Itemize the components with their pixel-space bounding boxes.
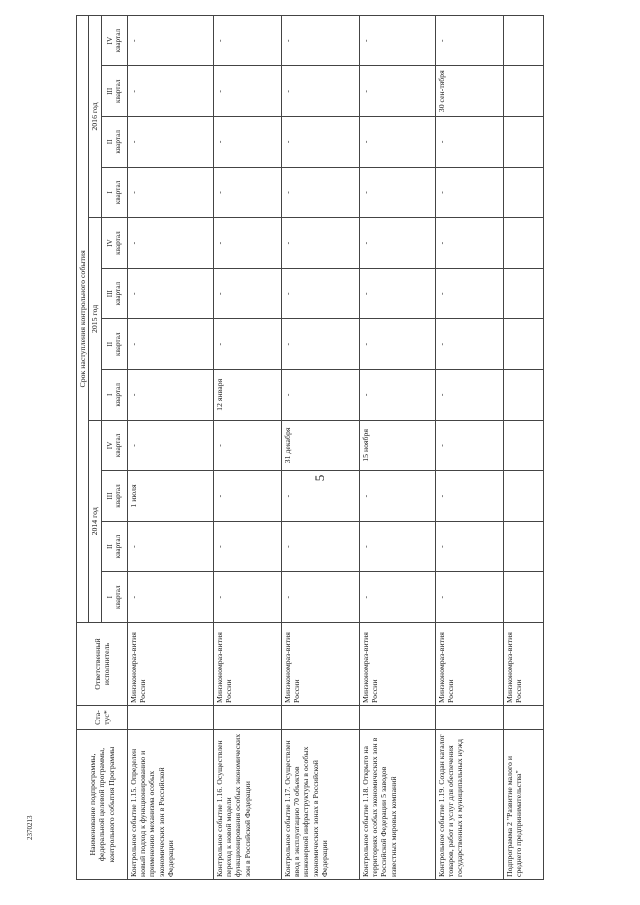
deadline-cell: -	[359, 218, 435, 269]
quarter-header	[101, 420, 127, 471]
event-executor: Минэкономраз-вития России	[359, 623, 435, 706]
quarter-header	[101, 268, 127, 319]
deadline-cell: -	[127, 66, 213, 117]
quarter-header	[101, 167, 127, 218]
quarter-header	[101, 15, 127, 66]
deadline-cell: -	[281, 167, 359, 218]
deadline-cell: -	[281, 572, 359, 623]
deadline-cell	[503, 268, 543, 319]
quarter-header	[101, 521, 127, 572]
quarter-word: квартал	[114, 534, 123, 559]
deadline-cell: -	[127, 521, 213, 572]
table-row	[503, 15, 543, 879]
deadline-cell	[503, 218, 543, 269]
deadline-cell: -	[213, 319, 281, 370]
deadline-cell	[503, 572, 543, 623]
event-name: Контрольное событие 1.17. Осуществлен ввод в эксплуатацию 70 объектов инженерной инфраструктуры в особых экономических зонах в Российской Федерации	[281, 730, 359, 880]
quarter-number: III	[105, 492, 114, 500]
year-header-2014: 2014 год	[89, 420, 101, 622]
deadline-cell: -	[127, 319, 213, 370]
table-row	[281, 15, 359, 879]
deadline-cell: 12 января	[213, 370, 281, 421]
deadline-cell: -	[359, 268, 435, 319]
quarter-header	[101, 370, 127, 421]
deadline-cell: -	[213, 471, 281, 522]
event-executor: Минэкономраз-вития России	[213, 623, 281, 706]
deadline-cell: -	[359, 117, 435, 168]
deadline-cell: -	[127, 167, 213, 218]
event-name: Контрольное событие 1.15. Определен новый подход к функционированию и применению механизма особых экономических зон в Российской Федерации	[127, 730, 213, 880]
deadline-cell: -	[359, 370, 435, 421]
deadline-cell: -	[281, 218, 359, 269]
quarter-number: IV	[105, 36, 114, 45]
table-body	[127, 15, 543, 879]
quarter-header	[101, 117, 127, 168]
event-status	[435, 706, 503, 730]
event-executor: Минэкономраз-вития России	[281, 623, 359, 706]
year-header-2015: 2015 год	[89, 218, 101, 420]
event-executor: Минэкономраз-вития России	[127, 623, 213, 706]
event-executor: Минэкономраз-вития России	[503, 623, 543, 706]
deadline-cell	[503, 521, 543, 572]
deadline-cell: -	[281, 521, 359, 572]
quarter-number: III	[105, 87, 114, 95]
deadline-cell: -	[435, 420, 503, 471]
event-status	[213, 706, 281, 730]
quarter-word: квартал	[114, 332, 123, 357]
event-name: Контрольное событие 1.16. Осуществлен переход к новой модели функционирования особых экономических зон в Российской Федерации	[213, 730, 281, 880]
quarter-number: IV	[105, 239, 114, 247]
event-status	[503, 706, 543, 730]
deadline-cell: -	[359, 319, 435, 370]
quarter-word: квартал	[114, 180, 123, 205]
deadline-cell	[503, 167, 543, 218]
table-row	[435, 15, 503, 879]
deadline-cell: -	[127, 572, 213, 623]
deadline-cell: -	[281, 268, 359, 319]
event-executor: Минэкономраз-вития России	[435, 623, 503, 706]
status-column-header: Ста-тус*	[77, 706, 128, 730]
deadline-cell: -	[213, 117, 281, 168]
deadline-cell: -	[213, 572, 281, 623]
deadline-cell: -	[435, 319, 503, 370]
deadline-cell: -	[359, 66, 435, 117]
quarter-word: квартал	[114, 79, 123, 104]
rotated-table-container	[76, 15, 534, 880]
deadline-cell: -	[127, 218, 213, 269]
deadline-cell: -	[281, 15, 359, 66]
deadline-cell: -	[435, 521, 503, 572]
deadline-cell: -	[281, 117, 359, 168]
deadline-cell	[503, 66, 543, 117]
control-events-table	[76, 15, 544, 880]
quarter-word: квартал	[114, 28, 123, 53]
event-status	[127, 706, 213, 730]
deadline-cell	[503, 15, 543, 66]
deadline-cell: -	[127, 370, 213, 421]
deadline-cell: -	[213, 420, 281, 471]
quarter-word: квартал	[114, 130, 123, 154]
deadline-cell: -	[435, 471, 503, 522]
quarter-number: II	[105, 544, 114, 550]
deadline-cell: -	[213, 15, 281, 66]
deadline-cell: -	[213, 521, 281, 572]
quarter-number: I	[105, 191, 114, 194]
deadline-cell: -	[359, 15, 435, 66]
quarter-number: I	[105, 393, 114, 397]
deadline-cell: 31 декабря	[281, 420, 359, 471]
event-name: Контрольное событие 1.18. Открыто на территориях особых экономических зон в Российской Федерации 5 заводов известных мировых компаний	[359, 730, 435, 880]
deadline-cell: -	[213, 218, 281, 269]
table-header	[77, 15, 128, 879]
table-row	[213, 15, 281, 879]
deadline-cell: -	[281, 319, 359, 370]
quarter-header	[101, 66, 127, 117]
deadline-cell: -	[213, 167, 281, 218]
table-row	[127, 15, 213, 879]
quarter-word: квартал	[114, 281, 123, 306]
deadline-cell: 30 сен-тября	[435, 66, 503, 117]
document-code: 2370213	[26, 815, 34, 840]
quarter-header	[101, 572, 127, 623]
quarter-header	[101, 471, 127, 522]
deadline-cell: -	[435, 167, 503, 218]
deadline-cell: -	[127, 15, 213, 66]
quarter-number: II	[105, 139, 114, 145]
deadline-cell: -	[359, 572, 435, 623]
quarter-header	[101, 218, 127, 269]
deadline-cell: -	[127, 268, 213, 319]
deadline-cell: -	[435, 15, 503, 66]
deadline-cell: -	[127, 420, 213, 471]
deadline-cell	[503, 471, 543, 522]
quarter-number: II	[105, 341, 114, 347]
event-status	[281, 706, 359, 730]
deadline-cell: -	[281, 370, 359, 421]
deadline-group-header: Срок наступления контрольного события	[77, 15, 89, 622]
deadline-cell: -	[281, 471, 359, 522]
deadline-cell: -	[359, 167, 435, 218]
year-header-2016: 2016 год	[89, 15, 101, 217]
table-row	[359, 15, 435, 879]
deadline-cell: -	[435, 218, 503, 269]
deadline-cell: -	[127, 117, 213, 168]
page-number: 5	[312, 474, 327, 482]
event-name: Подпрограмма 2 "Развитие малого и среднего предпринимательства"	[503, 730, 543, 880]
deadline-cell: -	[359, 471, 435, 522]
deadline-cell: 1 июля	[127, 471, 213, 522]
quarter-word: квартал	[114, 585, 123, 609]
deadline-cell: -	[435, 117, 503, 168]
quarter-number: IV	[105, 441, 114, 450]
deadline-cell	[503, 319, 543, 370]
deadline-cell	[503, 420, 543, 471]
quarter-number: I	[105, 596, 114, 599]
deadline-cell: -	[435, 268, 503, 319]
event-status	[359, 706, 435, 730]
deadline-cell	[503, 370, 543, 421]
deadline-cell	[503, 117, 543, 168]
name-column-header: Наименование подпрограммы, федеральной целевой программы, контрольного события Программы	[77, 730, 128, 880]
quarter-word: квартал	[114, 383, 123, 407]
deadline-cell: 15 ноября	[359, 420, 435, 471]
deadline-cell: -	[435, 370, 503, 421]
quarter-number: III	[105, 290, 114, 298]
event-name: Контрольное событие 1.19. Создан каталог товаров, работ и услуг для обеспечения государственных и муниципальных нужд	[435, 730, 503, 880]
quarter-word: квартал	[114, 231, 123, 255]
quarter-header	[101, 319, 127, 370]
deadline-cell: -	[213, 66, 281, 117]
quarter-word: квартал	[114, 433, 123, 458]
deadline-cell: -	[435, 572, 503, 623]
deadline-cell: -	[359, 521, 435, 572]
deadline-cell: -	[213, 268, 281, 319]
quarter-word: квартал	[114, 484, 123, 508]
executor-column-header: Ответственный исполнитель	[77, 623, 128, 706]
deadline-cell: -	[281, 66, 359, 117]
